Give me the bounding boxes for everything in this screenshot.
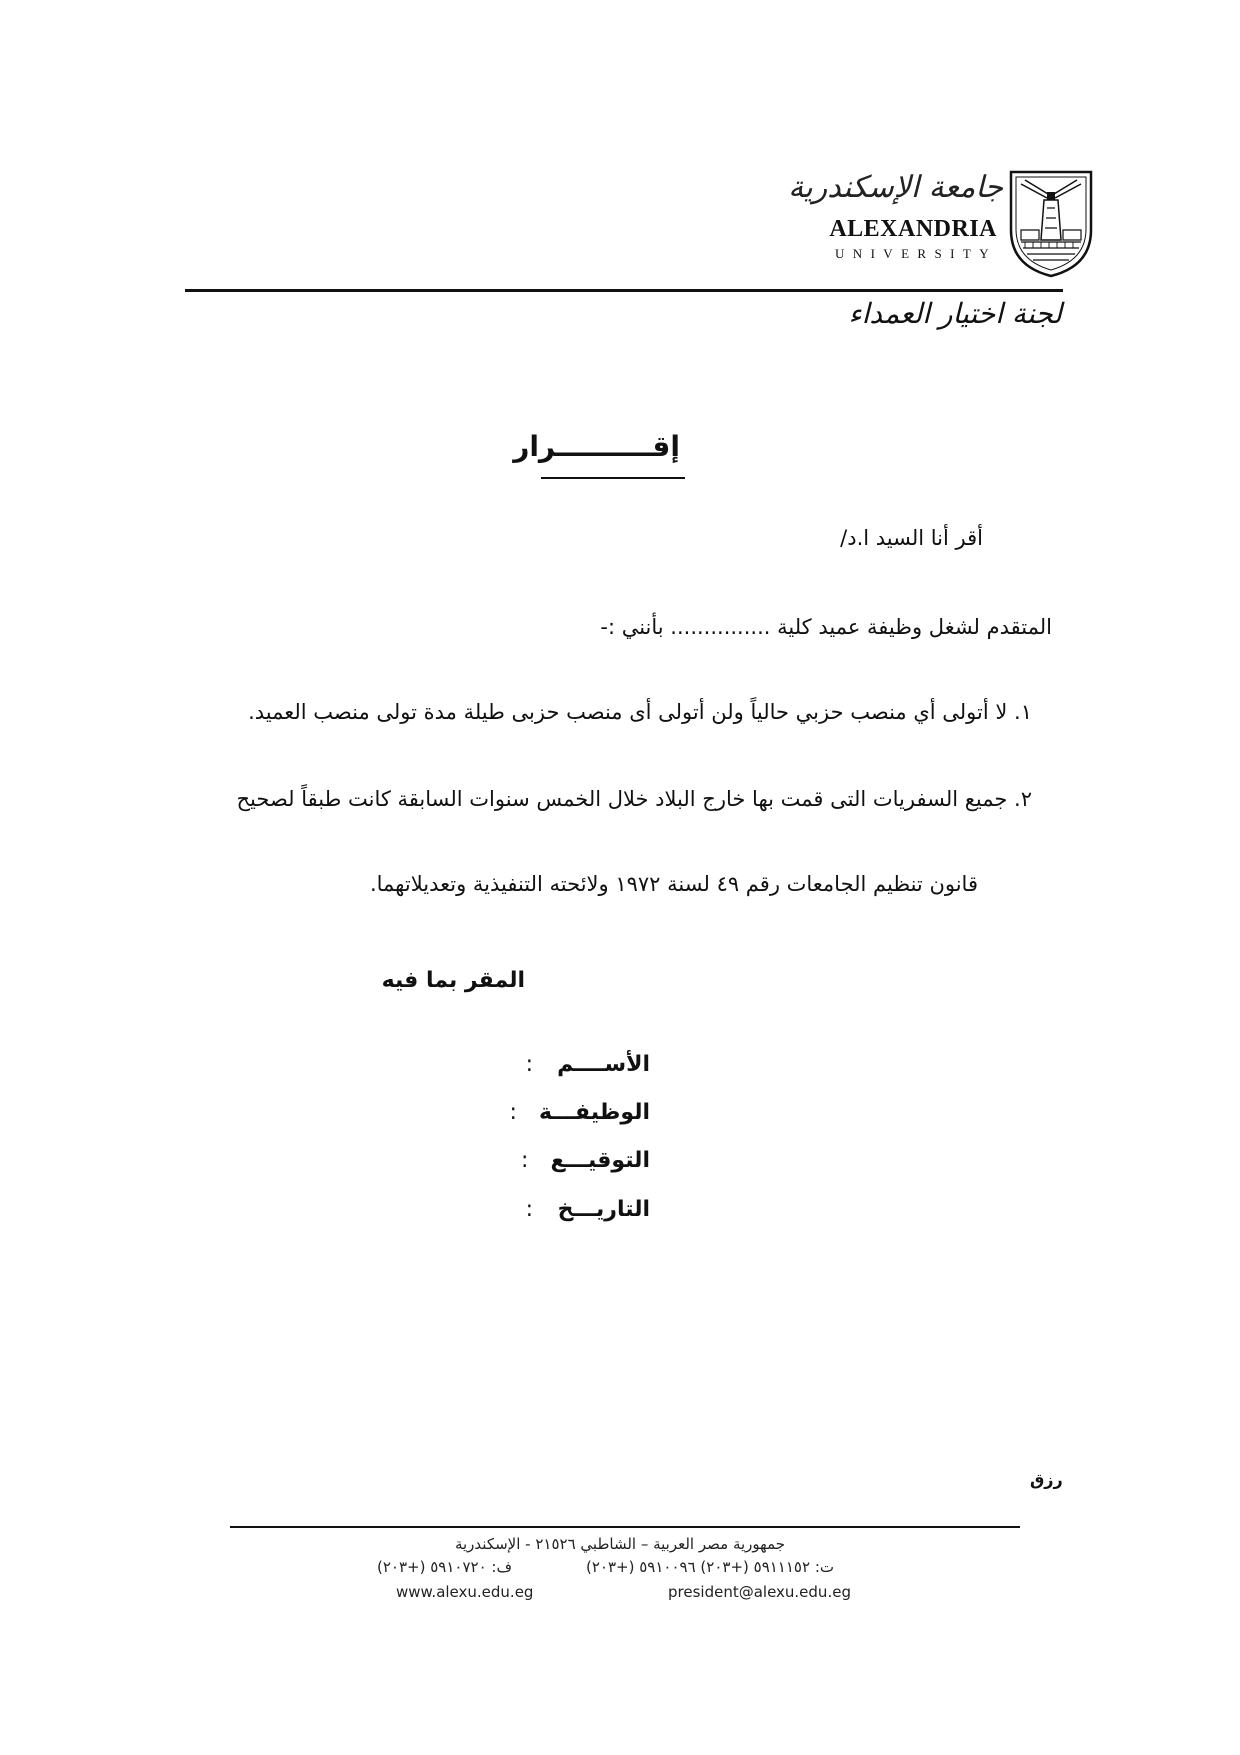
- lighthouse-crest-icon: [1007, 168, 1095, 280]
- typist-initials: رزق: [1030, 1470, 1063, 1489]
- declaration-item-2: ٢. جميع السفريات التى قمت بها خارج البلاد خلال الخمس سنوات السابقة كانت طبقاً لصحيح: [236, 787, 1032, 811]
- document-title: إقــــــــــرار: [513, 430, 680, 463]
- job-field: [450, 1100, 650, 1125]
- declaration-item-1: ١. لا أتولى أي منصب حزبي حالياً ولن أتولى أى منصب حزبى طيلة مدة تولى منصب العميد.: [248, 700, 1032, 724]
- footer-email-link[interactable]: president@alexu.edu.eg: [668, 1583, 851, 1601]
- signature-label: التوقيـــع: [550, 1148, 650, 1173]
- date-label: التاريـــخ: [557, 1197, 650, 1222]
- field-colon: :: [509, 1100, 517, 1125]
- position-line: المتقدم لشغل وظيفة عميد كلية ............... بأنني :-: [600, 615, 1052, 639]
- job-label: الوظيفـــة: [538, 1100, 650, 1125]
- header-divider: [185, 289, 1063, 292]
- footer-phone: ت: ٥٩١١١٥٢ (+٢٠٣) ٥٩١٠٠٩٦ (+٢٠٣): [586, 1558, 834, 1576]
- field-colon: :: [525, 1197, 533, 1222]
- footer-address: جمهورية مصر العربية – الشاطبي ٢١٥٢٦ - الإسكندرية: [454, 1535, 786, 1553]
- name-field: [450, 1052, 650, 1077]
- declaration-item-2-continued: قانون تنظيم الجامعات رقم ٤٩ لسنة ١٩٧٢ ولائحته التنفيذية وتعديلاتهما.: [369, 872, 978, 896]
- committee-name: لجنة اختيار العمداء: [848, 297, 1062, 330]
- logo-english-subtitle: UNIVERSITY: [835, 246, 997, 261]
- footer-fax: ف: ٥٩١٠٧٢٠ (+٢٠٣): [377, 1558, 513, 1576]
- field-colon: :: [521, 1148, 529, 1173]
- footer-website-link[interactable]: www.alexu.edu.eg: [396, 1583, 534, 1601]
- signature-field: [450, 1148, 650, 1173]
- field-colon: :: [525, 1052, 533, 1077]
- footer-divider: [230, 1526, 1020, 1528]
- acknowledger-heading: المقر بما فيه: [381, 968, 525, 993]
- logo-english-name: ALEXANDRIA: [829, 216, 997, 242]
- date-field: [450, 1197, 650, 1222]
- university-logo: [788, 168, 1095, 280]
- declarant-line: أقر أنا السيد ا.د/: [840, 526, 983, 550]
- name-label: الأســــم: [557, 1052, 650, 1077]
- logo-arabic-name: جامعة الإسكندرية: [788, 170, 1003, 205]
- title-underline: [541, 477, 685, 479]
